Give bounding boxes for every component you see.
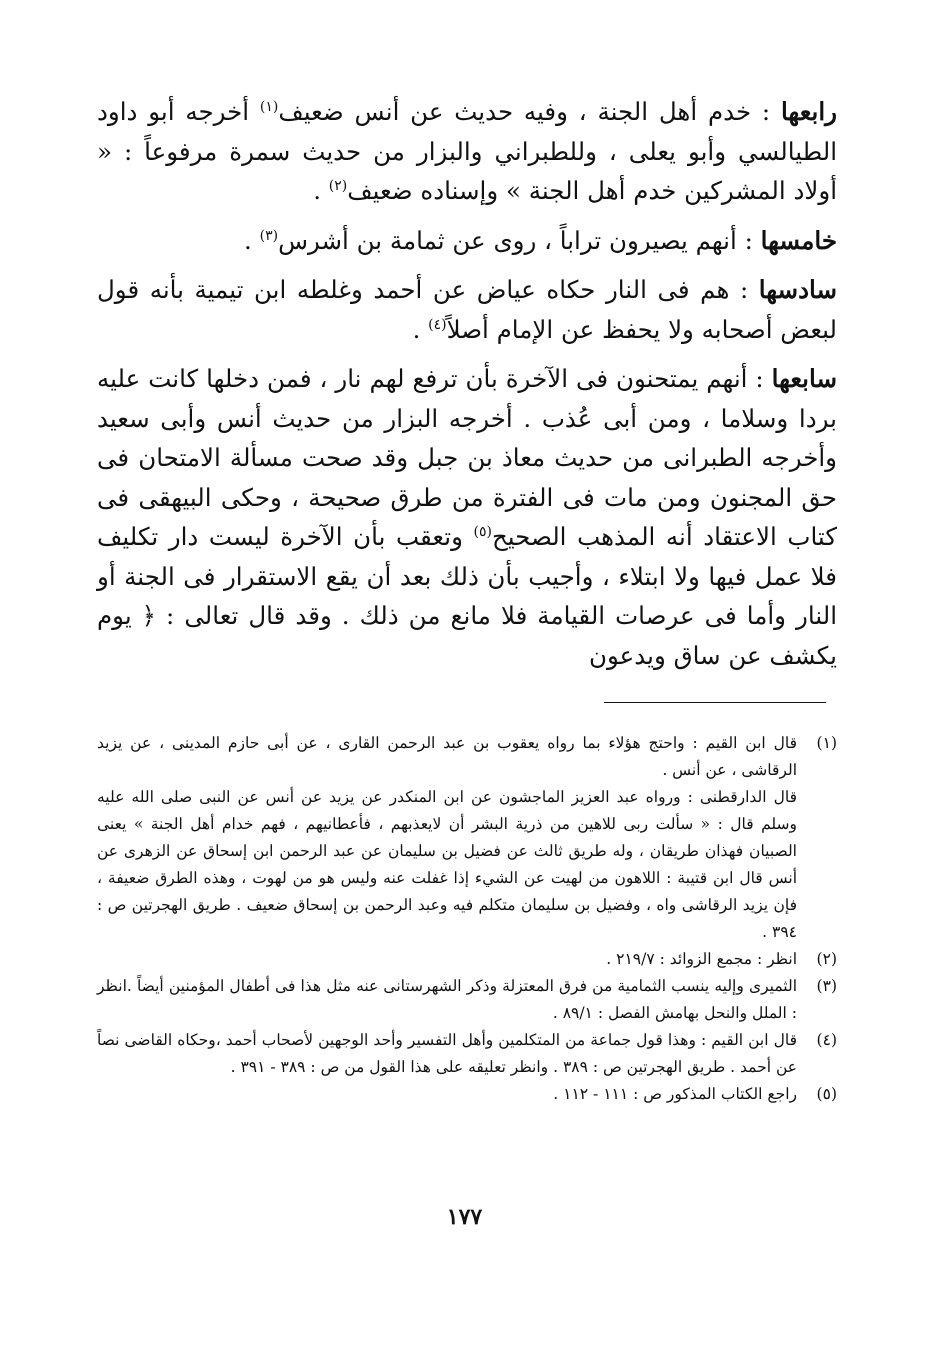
paragraph-text: أخرجه أبو داود الطيالسي وأبو يعلى ، وللطبراني والبزار من حديث سمرة مرفوعاً : « أولاد المشركين خدم أهل الجنة » وإسناده ضعيف: [97, 97, 837, 205]
footnote-text: قال ابن القيم : وهذا قول جماعة من المتكلمين وأهل التفسير وأحد الوجهين لأصحاب أحمد ،وحكاه القاضى نصاً عن أحمد . طريق الهجرتين ص : ٣٨٩ . وانظر تعليقه على هذا القول من ص : ٣٨٩ - ٣٩١ .: [97, 1031, 797, 1076]
paragraph-lead: خامسها: [760, 225, 837, 255]
footnote-body: [97, 973, 797, 1027]
footnote-marker[interactable]: (٥): [473, 523, 492, 540]
footnote: [97, 946, 837, 973]
footnote-body: [97, 1027, 797, 1081]
footnote-number: (٣): [816, 977, 837, 995]
paragraph-fourth: [97, 92, 837, 211]
footnote-divider: [604, 702, 826, 703]
paragraph-seventh: [97, 359, 837, 675]
footnote-number: (٢): [816, 950, 837, 968]
footnote-marker[interactable]: (٢): [328, 177, 348, 194]
footnote: [97, 1027, 837, 1081]
paragraph-text: : أنهم يمتحنون فى الآخرة بأن ترفع لهم نار ، فمن دخلها كانت عليه بردا وسلاما ، ومن أبى عُذب . أخرجه البزار من حديث أنس وأبى سعيد وأخرجه الطبرانى من حديث معاذ بن جبل وقد صحت مسألة الامتحان فى حق المجنون ومن مات فى الفترة من طرق صحيحة ، وحكى البيهقى فى كتاب الاعتقاد أنه المذهب الصحيح: [97, 364, 837, 551]
footnote-text: الثميرى وإليه ينسب الثمامية من فرق المعتزلة وذكر الشهرستانى عنه مثل هذا فى أطفال المؤمنين أيضاً .انظر : الملل والنحل بهامش الفصل : ٨٩/١ .: [97, 977, 797, 1022]
footnote-number: (٥): [816, 1085, 837, 1103]
footnote-body: [97, 730, 797, 946]
paragraph-text: : هم فى النار حكاه عياض عن أحمد وغلطه ابن تيمية بأنه قول لبعض أصحابه ولا يحفظ عن الإمام أصلاً: [97, 275, 837, 344]
footnote-text: راجع الكتاب المذكور ص : ١١١ - ١١٢ .: [553, 1085, 797, 1103]
paragraph-fifth: [97, 221, 837, 261]
paragraph-text: : خدم أهل الجنة ، وفيه حديث عن أنس ضعيف: [278, 97, 781, 126]
footnote-text: قال ابن القيم : واحتج هؤلاء بما رواه يعقوب بن عبد الرحمن القارى ، عن أبى حازم المدينى ، عن يزيد الرقاشى ، عن أنس .: [97, 734, 797, 779]
paragraph-lead: سابعها: [771, 364, 837, 393]
footnote-body: [97, 1081, 797, 1108]
footnote-marker[interactable]: (١): [259, 98, 279, 115]
footnote: [97, 973, 837, 1027]
footnote-number: (١): [816, 734, 837, 752]
footnote-marker[interactable]: (٤): [428, 316, 447, 333]
footnotes: [97, 730, 837, 1108]
paragraph-text: .: [244, 225, 260, 255]
footnote-text: انظر : مجمع الزوائد : ٢١٩/٧ .: [606, 950, 797, 968]
footnote: [97, 730, 837, 946]
paragraph-text: .: [412, 314, 429, 344]
page-number: ١٧٧: [446, 1204, 483, 1230]
footnote-marker[interactable]: (٣): [259, 227, 279, 244]
footnote-body: [97, 946, 797, 973]
paragraph-text: : أنهم يصيرون تراباً ، روى عن ثمامة بن أشرس: [278, 225, 761, 255]
paragraph-sixth: [97, 270, 837, 349]
paragraph-lead: رابعها: [780, 97, 837, 126]
paragraph-text: .: [313, 176, 329, 205]
footnote-number: (٤): [816, 1031, 837, 1049]
paragraph-lead: سادسها: [758, 275, 837, 304]
paragraph-text: وتعقب بأن الآخرة ليست دار تكليف فلا عمل فيها ولا ابتلاء ، وأجيب بأن ذلك بعد أن يقع الاستقرار فى الجنة أو النار وأما فى عرصات القيامة فلا مانع من ذلك . وقد قال تعالى : ﴿ يوم يكشف عن ساق ويدعون: [97, 522, 837, 670]
main-text: [97, 92, 837, 685]
footnote-text: قال الدارقطنى : ورواه عبد العزيز الماجشون عن ابن المنكدر عن يزيد عن أنس عن النبى صلى الله عليه وسلم قال : « سألت ربى للاهين من ذرية البشر أن لايعذبهم ، فأعطانيهم ، فهم خدام أهل الجنة » يعنى الصبيان فهذان طريقان ، وله طريق ثالث عن فضيل بن سليمان عن عبد الرحمن ابن إسحاق عن الزهرى عن أنس قال ابن قتيبة : اللاهون من لهيت عن الشيء إذا غفلت عنه وليس هو من لهوت ، وهذه الطرق ضعيفة ، فإن يزيد الرقاشى واه ، وفضيل بن سليمان متكلم فيه وعبد الرحمن بن إسحاق ضعيف . طريق الهجرتين ص : ٣٩٤ .: [97, 788, 797, 941]
footnote: [97, 1081, 837, 1108]
